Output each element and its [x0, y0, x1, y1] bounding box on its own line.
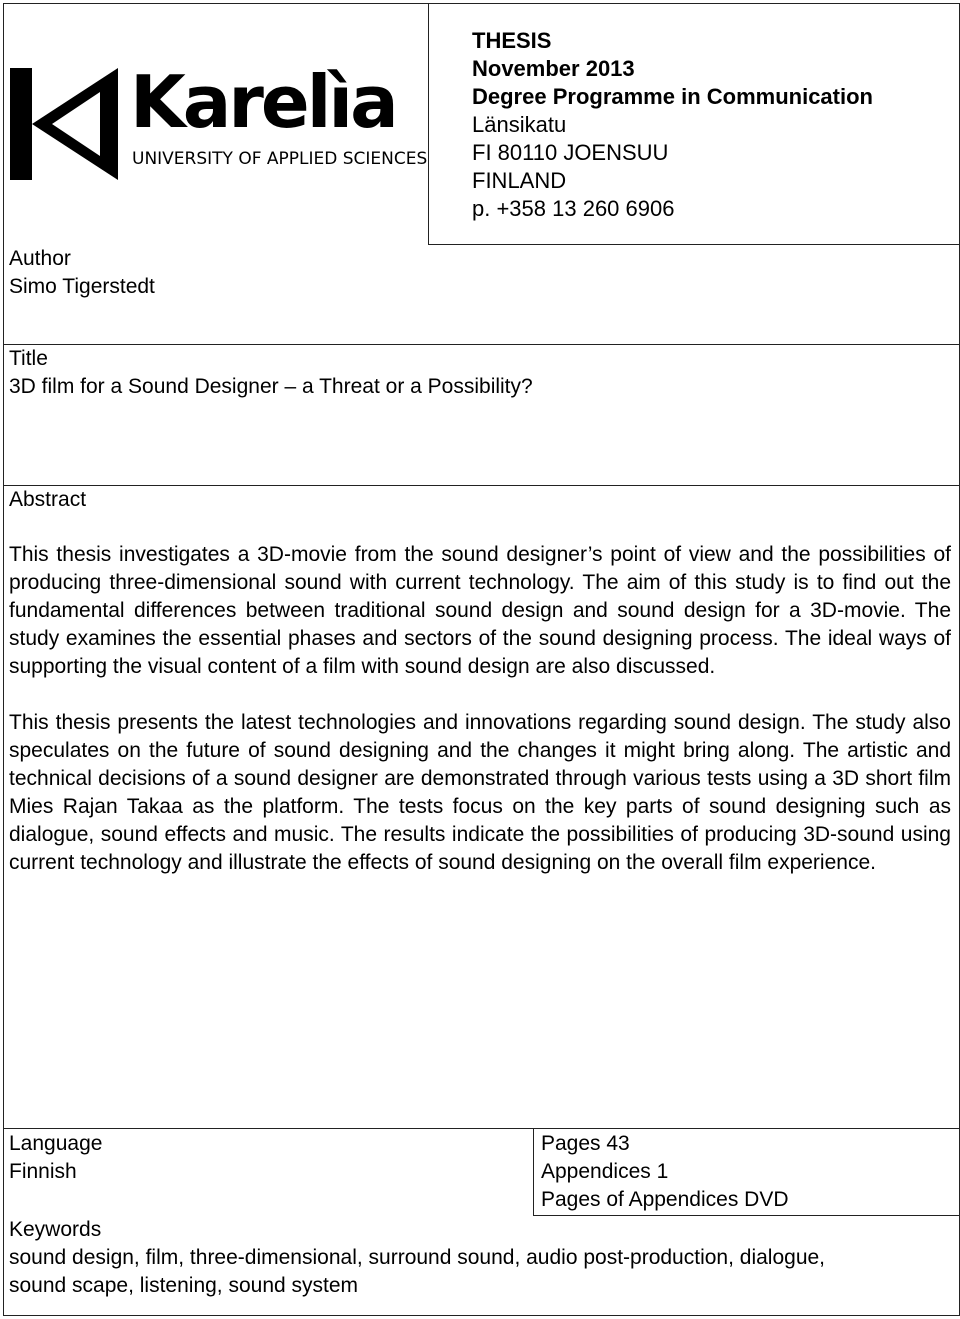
address-postal: FI 80110 JOENSUU	[472, 140, 669, 165]
degree-programme: Degree Programme in Communication	[472, 84, 873, 109]
logo-subtitle: UNIVERSITY OF APPLIED SCIENCES	[132, 149, 428, 169]
author-label: Author	[9, 247, 71, 270]
abstract-label: Abstract	[9, 488, 87, 511]
keywords-label: Keywords	[9, 1218, 102, 1241]
appendices-count: Appendices 1	[541, 1160, 669, 1183]
logo-name: Karelìa	[130, 60, 396, 144]
address-street: Länsikatu	[472, 112, 567, 137]
keywords-line: sound scape, listening, sound system	[9, 1274, 359, 1297]
thesis-type: THESIS	[472, 28, 552, 53]
pages-count: Pages 43	[541, 1132, 630, 1155]
karelia-logo-icon	[10, 68, 118, 180]
pages-block	[541, 1130, 789, 1214]
language-block	[9, 1130, 102, 1186]
language-label: Language	[9, 1132, 103, 1155]
address-country: FINLAND	[472, 168, 567, 193]
abstract-block	[9, 486, 951, 877]
karelia-logo	[10, 60, 430, 183]
author-name: Simo Tigerstedt	[9, 275, 155, 298]
phone-number: p. +358 13 260 6906	[472, 196, 675, 221]
title-block	[9, 345, 533, 401]
title-label: Title	[9, 347, 48, 370]
abstract-paragraph: This thesis presents the latest technologies and innovations regarding sound design. The study also speculates on the future of sound designing and the changes it might bring along. The artistic and technical decisions of a sound designer are demonstrated through various tests using a 3D short film Mies Rajan Takaa as the platform. The tests focus on the key parts of sound designing such as dialogue, sound effects and music. The results indicate the possibilities of producing 3D-sound using current technology and illustrate the effects of sound designing on the overall film experience.	[9, 711, 951, 874]
author-block	[9, 245, 155, 301]
thesis-date: November 2013	[472, 56, 635, 81]
abstract-paragraph: This thesis investigates a 3D-movie from the sound designer’s point of view and the possibilities of producing three-dimensional sound with current technology. The aim of this study is to find out the fundamental differences between traditional sound design and sound design for a 3D-movie. The study examines the essential phases and sectors of the sound designing process. The ideal ways of supporting the visual content of a film with sound design are also discussed.	[9, 543, 951, 678]
language-value: Finnish	[9, 1160, 77, 1183]
appendix-pages: Pages of Appendices DVD	[541, 1188, 789, 1211]
thesis-info	[472, 27, 873, 223]
keywords-block	[9, 1216, 954, 1300]
keywords-line: sound design, film, three-dimensional, surround sound, audio post-production, dialogue,	[9, 1246, 826, 1269]
thesis-title: 3D film for a Sound Designer – a Threat or a Possibility?	[9, 375, 533, 398]
